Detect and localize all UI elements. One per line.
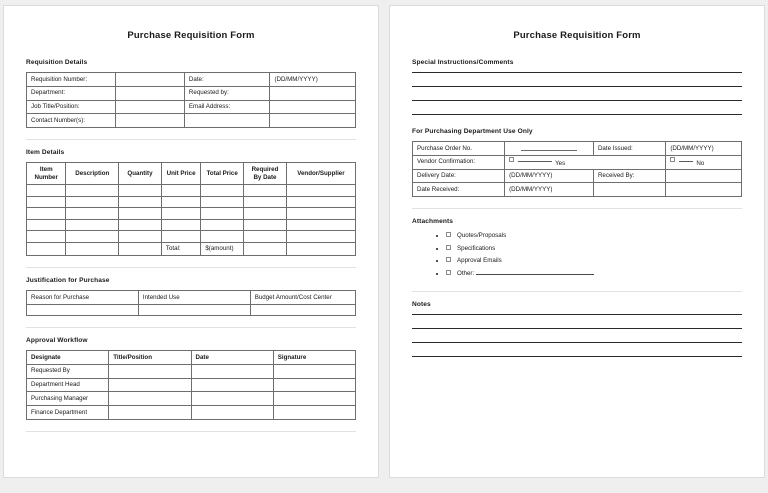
cell-label [184, 114, 270, 128]
section-divider [26, 139, 356, 140]
cell-input[interactable] [286, 242, 355, 256]
cell-input[interactable] [191, 392, 273, 406]
table-row [27, 392, 356, 406]
cell-input[interactable] [161, 231, 200, 243]
table-row [413, 142, 742, 156]
cell-value: (DD/MM/YYYY) [505, 169, 594, 183]
cell-input[interactable] [109, 378, 191, 392]
write-underline [521, 150, 577, 151]
cell-label: Received By: [593, 169, 665, 183]
cell-input[interactable] [66, 219, 119, 231]
cell-input[interactable] [270, 86, 356, 100]
write-underline [518, 158, 552, 162]
cell-input[interactable] [66, 185, 119, 197]
cell-input[interactable] [161, 208, 200, 220]
table-header-row [27, 351, 356, 365]
cell-label: Date Received: [413, 183, 505, 197]
table-row [27, 305, 356, 316]
cell-label: Requested by: [184, 86, 270, 100]
cell-label: Date Issued: [593, 142, 665, 156]
table-row [27, 100, 356, 114]
section-divider [26, 327, 356, 328]
cell-input[interactable] [161, 185, 200, 197]
cell-input[interactable] [201, 196, 244, 208]
cell-input[interactable] [119, 185, 162, 197]
table-row-vendor-confirmation [413, 155, 742, 169]
column-header: Budget Amount/Cost Center [250, 291, 355, 305]
table-row [27, 185, 356, 197]
cell-input[interactable] [27, 231, 66, 243]
write-line[interactable] [412, 114, 742, 115]
section-divider [412, 291, 742, 292]
cell-input[interactable] [66, 242, 119, 256]
row-label: Requested By [27, 364, 109, 378]
cell-input[interactable] [286, 219, 355, 231]
document-page-2 [389, 5, 765, 478]
cell-value: (DD/MM/YYYY) [666, 142, 742, 156]
cell-input[interactable] [250, 305, 355, 316]
cell-input[interactable] [286, 208, 355, 220]
column-header: Signature [273, 351, 355, 365]
write-line[interactable] [412, 72, 742, 73]
table-row [27, 378, 356, 392]
table-row [27, 231, 356, 243]
cell-label: Contact Number(s): [27, 114, 116, 128]
cell-input[interactable] [119, 208, 162, 220]
cell-input[interactable] [109, 406, 191, 420]
cell-input[interactable] [244, 242, 287, 256]
section-heading-item-details: Item Details [26, 149, 65, 156]
cell-input[interactable] [191, 406, 273, 420]
special-instructions-lines[interactable] [412, 72, 742, 115]
cell-input[interactable] [66, 231, 119, 243]
row-label: Finance Department [27, 406, 109, 420]
column-header: Date [191, 351, 273, 365]
column-header: Intended Use [138, 291, 250, 305]
write-line[interactable] [412, 100, 742, 101]
cell-input[interactable] [161, 219, 200, 231]
cell-input[interactable] [201, 185, 244, 197]
section-heading-requisition-details: Requisition Details [26, 59, 88, 66]
cell-input[interactable] [27, 196, 66, 208]
cell-label: Date: [184, 73, 270, 87]
row-label: Purchasing Manager [27, 392, 109, 406]
section-divider [26, 267, 356, 268]
vendor-confirmation-yes-cell[interactable] [505, 155, 666, 169]
cell-input[interactable] [244, 196, 287, 208]
cell-input[interactable] [115, 100, 184, 114]
table-row [27, 114, 356, 128]
cell-input[interactable] [161, 196, 200, 208]
cell-input[interactable] [191, 378, 273, 392]
cell-input[interactable] [66, 208, 119, 220]
cell-input[interactable] [286, 185, 355, 197]
section-heading-attachments: Attachments [412, 218, 454, 225]
cell-input[interactable] [273, 392, 355, 406]
purchasing-department-table [412, 141, 742, 197]
item-details-table [26, 162, 356, 256]
column-header: Total Price [201, 163, 244, 185]
table-header-row [27, 291, 356, 305]
notes-lines[interactable] [412, 314, 742, 357]
write-line[interactable] [412, 314, 742, 315]
table-row [27, 208, 356, 220]
checkbox-icon[interactable] [446, 257, 451, 262]
cell-input[interactable] [273, 378, 355, 392]
list-item-label: Quotes/Proposals [457, 232, 507, 239]
row-label: Department Head [27, 378, 109, 392]
cell-input[interactable] [119, 219, 162, 231]
column-header: Description [66, 163, 119, 185]
section-heading-purchasing-dept: For Purchasing Department Use Only [412, 128, 533, 135]
column-header: Item Number [27, 163, 66, 185]
cell-input[interactable] [286, 196, 355, 208]
table-row [27, 86, 356, 100]
cell-input[interactable] [138, 305, 250, 316]
section-heading-notes: Notes [412, 301, 431, 309]
cell-input[interactable] [244, 208, 287, 220]
vendor-confirmation-no-cell[interactable] [666, 155, 742, 169]
checkbox-label: Yes [555, 160, 566, 168]
checkbox-icon[interactable] [446, 245, 451, 250]
cell-label: Department: [27, 86, 116, 100]
table-header-row [27, 163, 356, 185]
list-item-other[interactable] [446, 271, 742, 277]
cell-input[interactable] [109, 364, 191, 378]
list-item-label: Specifications [457, 244, 496, 252]
column-header: Quantity [119, 163, 162, 185]
column-header: Vendor/Supplier [286, 163, 355, 185]
section-heading-approval-workflow: Approval Workflow [26, 337, 88, 344]
cell-label: Purchase Order No. [413, 142, 505, 156]
page-title: Purchase Requisition Form [513, 30, 641, 41]
write-line[interactable] [412, 342, 742, 343]
cell-input[interactable]: (DD/MM/YYYY) [270, 73, 356, 87]
cell-input[interactable] [109, 392, 191, 406]
approval-workflow-table [26, 350, 356, 420]
page-title: Purchase Requisition Form [127, 30, 255, 41]
total-amount: $(amount) [201, 242, 244, 256]
checkbox-icon[interactable] [446, 232, 451, 237]
write-line[interactable] [412, 356, 742, 357]
table-row [27, 364, 356, 378]
column-header: Required By Date [244, 163, 287, 185]
table-row [27, 406, 356, 420]
list-item[interactable] [446, 258, 742, 264]
table-row [27, 196, 356, 208]
cell-input[interactable] [666, 183, 742, 197]
list-item-label: Other: [457, 270, 475, 278]
column-header: Unit Price [161, 163, 200, 185]
table-row [27, 73, 356, 87]
cell-input[interactable] [270, 114, 356, 128]
cell-input[interactable] [505, 142, 594, 156]
cell-input[interactable] [273, 406, 355, 420]
table-row [27, 219, 356, 231]
cell-input[interactable] [244, 231, 287, 243]
cell-input[interactable] [666, 169, 742, 183]
cell-input[interactable] [244, 185, 287, 197]
requisition-details-table [26, 72, 356, 128]
total-label: Total: [161, 242, 200, 256]
cell-label: Vendor Confirmation: [413, 155, 505, 169]
section-heading-justification: Justification for Purchase [26, 277, 110, 285]
table-row [413, 183, 742, 197]
cell-input[interactable] [201, 219, 244, 231]
write-line[interactable] [412, 86, 742, 87]
cell-input[interactable] [201, 208, 244, 220]
cell-input[interactable] [273, 364, 355, 378]
cell-label: Email Address: [184, 100, 270, 114]
column-header: Reason for Purchase [27, 291, 139, 305]
checkbox-icon[interactable] [446, 270, 451, 275]
list-item-label: Approval Emails [457, 257, 502, 265]
cell-input[interactable] [191, 364, 273, 378]
cell-input[interactable] [115, 73, 184, 87]
cell-value: (DD/MM/YYYY) [505, 183, 594, 197]
cell-input[interactable] [27, 305, 139, 316]
cell-label: Job Title/Position: [27, 100, 116, 114]
cell-input[interactable] [27, 242, 66, 256]
column-header: Title/Position [109, 351, 191, 365]
checkbox-label: No [696, 160, 705, 168]
section-heading-special-instructions: Special Instructions/Comments [412, 59, 514, 66]
cell-input[interactable] [244, 219, 287, 231]
document-page-1 [3, 5, 379, 478]
write-line[interactable] [412, 328, 742, 329]
list-item[interactable] [446, 246, 742, 252]
cell-input[interactable] [286, 231, 355, 243]
cell-input[interactable] [27, 208, 66, 220]
justification-table [26, 290, 356, 316]
cell-input[interactable] [115, 86, 184, 100]
table-total-row [27, 242, 356, 256]
attachments-list [412, 233, 742, 277]
cell-input[interactable] [270, 100, 356, 114]
section-divider [26, 431, 356, 432]
cell-input[interactable] [201, 231, 244, 243]
cell-label: Delivery Date: [413, 169, 505, 183]
cell-input[interactable] [119, 242, 162, 256]
section-divider [412, 208, 742, 209]
cell-input[interactable] [27, 185, 66, 197]
table-row [413, 169, 742, 183]
write-underline [679, 158, 693, 162]
list-item[interactable] [446, 233, 742, 239]
checkbox-icon[interactable] [670, 157, 675, 162]
other-text-input[interactable] [476, 271, 594, 275]
cell-input[interactable] [66, 196, 119, 208]
cell-input[interactable] [593, 183, 665, 197]
column-header: Designate [27, 351, 109, 365]
cell-input[interactable] [119, 196, 162, 208]
cell-label: Requisition Number: [27, 73, 116, 87]
checkbox-icon[interactable] [509, 157, 514, 162]
cell-input[interactable] [119, 231, 162, 243]
cell-input[interactable] [115, 114, 184, 128]
cell-input[interactable] [27, 219, 66, 231]
